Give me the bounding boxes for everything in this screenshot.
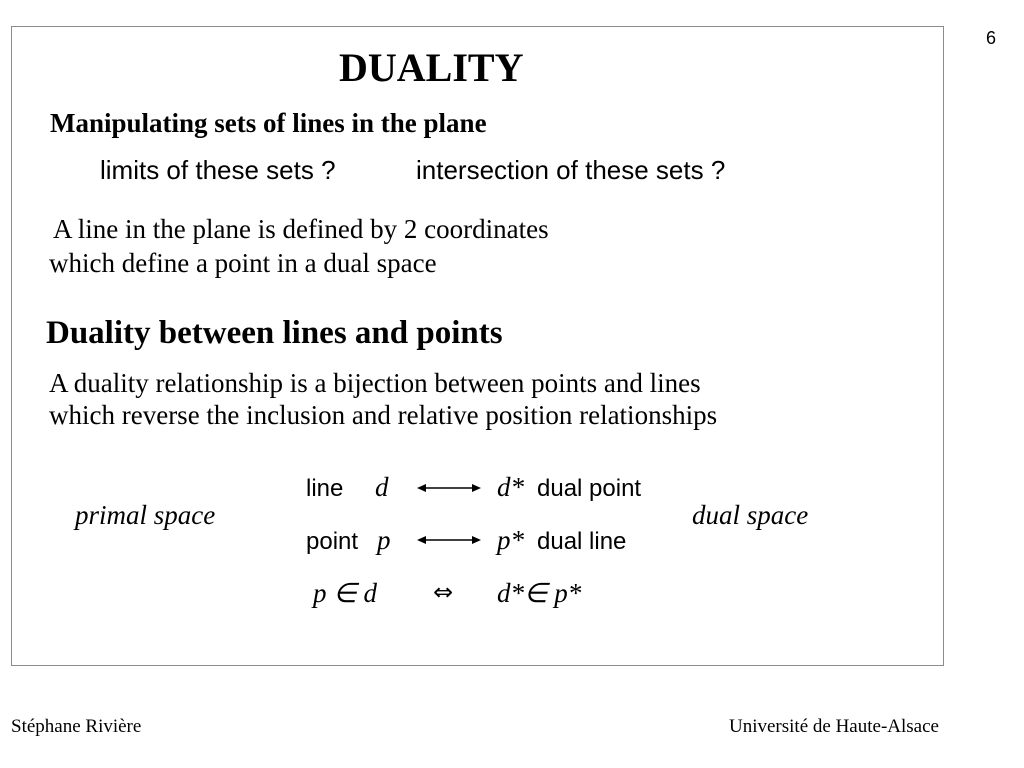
section2-text-line1: A duality relationship is a bijection between points and lines [49, 368, 701, 398]
row1-dual-desc: dual point [537, 475, 642, 502]
slide-title: DUALITY [339, 45, 524, 90]
row2-word: point [306, 528, 359, 555]
primal-space-label: primal space [75, 500, 216, 530]
row3-membership: p ∈ d [313, 578, 378, 608]
row2-var: p [377, 525, 391, 555]
question-intersection: intersection of these sets ? [416, 155, 726, 185]
footer-institution: Université de Haute-Alsace [729, 716, 939, 737]
row1-dual-var: d* [497, 472, 524, 502]
dual-space-label: dual space [692, 500, 809, 530]
row1-var: d [375, 472, 389, 502]
row2-dual-desc: dual line [537, 528, 627, 555]
double-arrow-icon [417, 533, 481, 547]
section1-heading: Manipulating sets of lines in the plane [50, 108, 487, 138]
footer-author: Stéphane Rivière [11, 716, 142, 737]
row3-dual-membership: d*∈ p* [497, 578, 582, 608]
section2-text-line2: which reverse the inclusion and relative position relationships [49, 400, 718, 430]
question-limits: limits of these sets ? [100, 155, 336, 185]
double-arrow-icon [417, 481, 481, 495]
page-number: 6 [986, 28, 997, 48]
section2-heading: Duality between lines and points [46, 315, 503, 351]
row1-word: line [306, 475, 344, 502]
section1-text-line2: which define a point in a dual space [49, 248, 437, 278]
row2-dual-var: p* [497, 525, 524, 555]
section1-text-line1: A line in the plane is defined by 2 coordinates [53, 214, 549, 244]
equivalence-icon: ⇔ [433, 578, 454, 606]
